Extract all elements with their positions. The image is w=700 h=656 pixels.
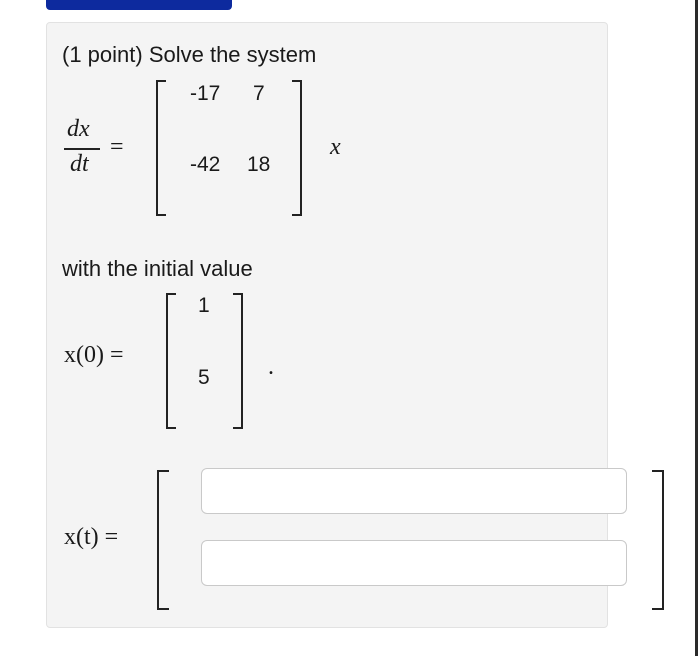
matrix-left-bracket — [156, 80, 166, 216]
answer-left-bracket — [157, 470, 169, 610]
page-edge-divider — [695, 0, 698, 656]
initial-lhs: x(0) = — [64, 342, 124, 368]
vector-left-bracket — [166, 293, 176, 429]
answer-lhs: x(t) = — [64, 524, 119, 550]
problem-intro: (1 point) Solve the system — [62, 42, 317, 67]
rhs-variable: x — [330, 134, 341, 160]
vector-cell: 1 — [198, 294, 210, 317]
fraction-bar — [64, 148, 100, 150]
lhs-denominator: dt — [70, 151, 89, 177]
matrix-right-bracket — [292, 80, 302, 216]
vector-right-bracket — [233, 293, 243, 429]
matrix-cell: -42 — [190, 153, 221, 176]
lhs-numerator: dx — [67, 116, 90, 142]
matrix-cell: 7 — [253, 82, 265, 105]
answer-input-row-1[interactable] — [201, 468, 627, 514]
answer-right-bracket — [652, 470, 664, 610]
equals-sign: = — [110, 134, 124, 160]
matrix-cell: 18 — [247, 153, 271, 176]
period: . — [268, 354, 274, 380]
answer-input-row-2[interactable] — [201, 540, 627, 586]
problem-card — [46, 22, 608, 628]
matrix-cell: -17 — [190, 82, 221, 105]
top-header-tab — [46, 0, 232, 10]
initial-value-text: with the initial value — [62, 256, 253, 281]
vector-cell: 5 — [198, 366, 210, 389]
